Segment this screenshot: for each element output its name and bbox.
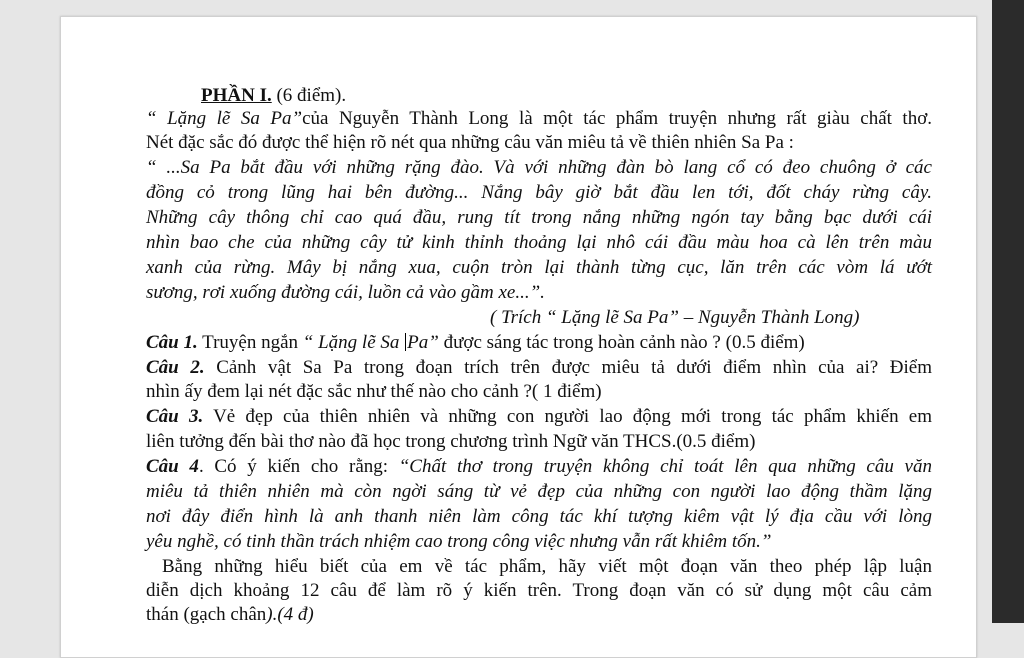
heading-label: PHẦN I. (201, 85, 272, 106)
intro-line-2: Nét đặc sắc đó được thể hiện rõ nét qua những câu văn miêu tả về thiên nhiên Sa Pa : (146, 132, 794, 153)
work-title: “ Lặng lẽ Sa Pa” (146, 108, 303, 129)
window-edge (992, 0, 1024, 623)
question-label: Câu 4 (146, 456, 199, 477)
excerpt-line: Những cây thông chỉ cao quá đầu, rung tít trong nắng những ngón tay bằng bạc dưới cái (146, 207, 932, 228)
excerpt-line: xanh của rừng. Mây bị nắng xua, cuộn tròn lại thành từng cục, lăn trên các vòm lá ướt (146, 257, 932, 278)
excerpt-line: sương, rơi xuống đường cái, luồn cả vào gầm xe...”. (146, 282, 545, 303)
question-4-quote-line: miêu tả thiên nhiên mà còn ngời sáng từ vẻ đẹp của những con người lao động thầm lặng (146, 481, 932, 502)
excerpt-line: “ ...Sa Pa bắt đầu với những rặng đào. Và với những đàn bò lang cổ có đeo chuông ở các (146, 157, 932, 178)
question-4-line-1: Câu 4. Có ý kiến cho rằng: “Chất thơ trong truyện không chỉ toát lên qua những câu văn (146, 456, 932, 477)
question-1: Câu 1. Truyện ngắn “ Lặng lẽ Sa Pa” được sáng tác trong hoàn cảnh nào ? (0.5 điểm) (146, 332, 805, 353)
question-label: Câu 1. (146, 332, 198, 353)
question-label: Câu 3. (146, 406, 204, 427)
question-2-line-1: Câu 2. Cảnh vật Sa Pa trong đoạn trích trên được miêu tả dưới điểm nhìn của ai? Điểm (146, 357, 932, 378)
question-4-task-line: thán (gạch chân).(4 đ) (146, 604, 314, 625)
excerpt-line: nhìn bao che của những cây tử kinh thỉnh thoảng lại nhô cái đầu màu hoa cà lên trên màu (146, 232, 932, 253)
question-4-task-line: Bằng những hiểu biết của em về tác phẩm, hãy viết một đoạn văn theo phép lập luận (162, 556, 932, 577)
section-heading (201, 84, 346, 107)
text-cursor (405, 333, 406, 351)
question-4-quote-line: nơi đây điển hình là anh thanh niên làm công tác khí tượng kiêm vật lý địa cầu với lòng (146, 506, 932, 527)
question-4-quote-line: yêu nghề, có tinh thần trách nhiệm cao trong công việc nhưng vẫn rất khiêm tốn.” (146, 531, 772, 552)
excerpt-line: đồng cỏ trong lũng hai bên đường... Nắng bây giờ bắt đầu len tới, đốt cháy rừng cây. (146, 182, 932, 203)
intro-line-1: “ Lặng lẽ Sa Pa”của Nguyễn Thành Long là một tác phẩm truyện nhưng rất giàu chất thơ. (146, 108, 932, 129)
question-2-line-2: nhìn ấy đem lại nét đặc sắc như thế nào cho cảnh ?( 1 điểm) (146, 381, 602, 402)
question-4-task-line: diễn dịch khoảng 12 câu để làm rõ ý kiến trên. Trong đoạn văn có sử dụng một câu cảm (146, 580, 932, 601)
question-label: Câu 2. (146, 357, 205, 378)
question-3-line-2: liên tưởng đến bài thơ nào đã học trong chương trình Ngữ văn THCS.(0.5 điểm) (146, 431, 756, 452)
question-3-line-1: Câu 3. Vẻ đẹp của thiên nhiên và những con người lao động mới trong tác phẩm khiến em (146, 406, 932, 427)
excerpt-source: ( Trích “ Lặng lẽ Sa Pa” – Nguyễn Thành Long) (490, 307, 860, 328)
heading-points: (6 điểm). (271, 85, 347, 106)
